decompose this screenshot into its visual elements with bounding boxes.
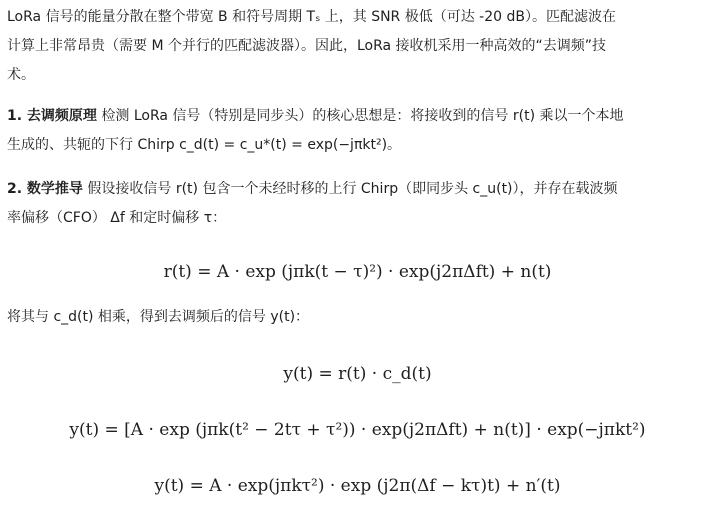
- dechirp-principle-paragraph: [7, 102, 709, 160]
- dechirp-principle-line-2: 生成的、共轭的下行 Chirp c_d(t) = c_u*(t) = exp(−jπkt²)。: [7, 137, 402, 153]
- intro-line-3: 术。: [7, 67, 35, 83]
- intro-paragraph: [7, 3, 709, 90]
- multiply-paragraph: [7, 303, 709, 332]
- derivation-line-1: 假设接收信号 r(t) 包含一个未经时移的上行 Chirp（即同步头 c_u(t)），并存在载波频: [87, 181, 618, 197]
- intro-line-1: LoRa 信号的能量分散在整个带宽 B 和符号周期 Tₛ 上，其 SNR 极低（可达 -20 dB）。匹配滤波在: [7, 9, 616, 25]
- dechirp-principle-first-line: [7, 102, 709, 131]
- derivation-paragraph: [7, 175, 709, 233]
- equation-expanded: y(t) = [A · exp (jπk(t² − 2tτ + τ²)) · exp(j2πΔft) + n(t)] · exp(−jπkt²): [69, 420, 646, 440]
- multiply-line-1: 将其与 c_d(t) 相乘，得到去调频后的信号 y(t)：: [7, 309, 310, 325]
- equation-received-signal: r(t) = A · exp (jπk(t − τ)²) · exp(j2πΔft) + n(t): [163, 262, 552, 282]
- intro-line-2: 计算上非常昂贵（需要 M 个并行的匹配滤波器）。因此，LoRa 接收机采用一种高效的“去调频”技: [7, 38, 607, 54]
- derivation-line-2: 率偏移（CFO） Δf 和定时偏移 τ：: [7, 210, 227, 226]
- equation-result: y(t) = A · exp(jπkτ²) · exp (j2π(Δf − kτ)t) + n′(t): [154, 476, 561, 496]
- derivation-heading: 2. 数学推导: [7, 181, 83, 197]
- dechirp-principle-heading: 1. 去调频原理: [7, 108, 97, 124]
- derivation-first-line: [7, 175, 709, 204]
- dechirp-principle-line-1: 检测 LoRa 信号（特别是同步头）的核心思想是：将接收到的信号 r(t) 乘以一个本地: [101, 108, 624, 124]
- equation-dechirp-product: y(t) = r(t) · c_d(t): [283, 364, 432, 384]
